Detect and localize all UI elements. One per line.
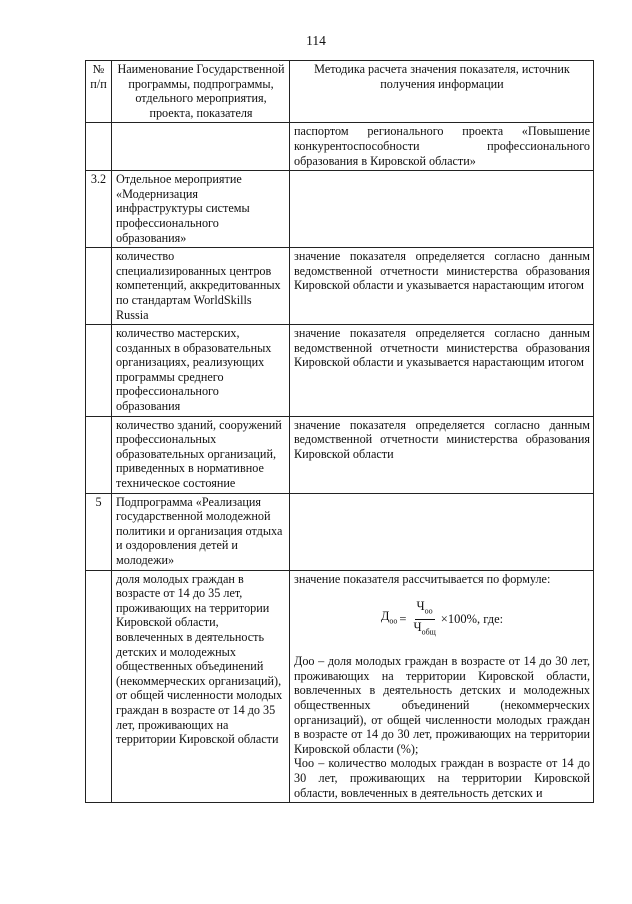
row-name: Подпрограмма «Реализация государственной молодежной политики и организация отдыха и оздоровления детей и молодежи» (112, 493, 290, 570)
header-name: Наименование Государственной программы, подпрограммы, отдельного мероприятия, проекта, показателя (112, 61, 290, 123)
definition-doo: Доо – доля молодых граждан в возрасте от 14 до 30 лет, проживающих на территории Кировской области, вовлеченных в деятельность детских и молодежных общественных объединений (некоммерческих организаций), от общей численности молодых граждан в возрасте от 14 до 30 лет, проживающих на территории Кировской области (%); (294, 654, 590, 756)
definition-choo: Чоо – количество молодых граждан в возрасте от 14 до 30 лет, проживающих на территории Кировской области, вовлеченных в деятельность детских и (294, 756, 590, 800)
formula-numerator: $Ч_{оо}$ (415, 600, 435, 620)
table-row (86, 171, 594, 248)
row-number (86, 123, 112, 171)
method-intro: значение показателя рассчитывается по формуле: (294, 571, 551, 586)
table-row (86, 570, 594, 803)
header-number: № п/п (86, 61, 112, 123)
row-name: количество специализированных центров компетенций, аккредитованных по стандартам WorldSkills Russia (112, 248, 290, 325)
formula-equals: = (399, 611, 407, 626)
row-method: значение показателя определяется согласно данным ведомственной отчетности министерства образования Кировской области (290, 416, 594, 493)
row-name: доля молодых граждан в возрасте от 14 до 35 лет, проживающих на территории Кировской области, вовлеченных в деятельность детских и молодежных общественных объединений (некоммерческих организаций), от общей численности молодых граждан в возрасте от 14 до 35 лет, проживающих на территории Кировской области (112, 570, 290, 803)
page-number: 114 (306, 33, 326, 48)
row-number (86, 325, 112, 417)
row-number (86, 248, 112, 325)
header-method: Методика расчета значения показателя, источник получения информации (290, 61, 594, 123)
table-row (86, 493, 594, 570)
row-number (86, 570, 112, 803)
table-row (86, 123, 594, 171)
row-method: значение показателя определяется согласно данным ведомственной отчетности министерства образования Кировской области и указывается нарастающим итогом (290, 248, 594, 325)
row-number (86, 416, 112, 493)
formula (294, 600, 590, 638)
table-row (86, 416, 594, 493)
row-name: количество мастерских, созданных в образовательных организациях, реализующих программы среднего профессионального образования (112, 325, 290, 417)
formula-tail: ×100%, где: (440, 611, 504, 626)
row-method (290, 493, 594, 570)
indicators-table (85, 60, 594, 803)
row-method: значение показателя определяется согласно данным ведомственной отчетности министерства образования Кировской области и указывается нарастающим итогом (290, 325, 594, 417)
row-method: паспортом регионального проекта «Повышение конкурентоспособности профессионального образования в Кировской области» (290, 123, 594, 171)
table-row (86, 248, 594, 325)
row-method (290, 171, 594, 248)
row-name: количество зданий, сооружений профессиональных образовательных организаций, приведенных в нормативное техническое состояние (112, 416, 290, 493)
row-method (290, 570, 594, 803)
row-number: 5 (86, 493, 112, 570)
row-name: Отдельное мероприятие «Модернизация инфраструктуры системы профессионального образования» (112, 171, 290, 248)
formula-lhs: $Д_{оо}$ (380, 609, 398, 626)
table-header-row (86, 61, 594, 123)
formula-fraction (411, 600, 437, 638)
row-name (112, 123, 290, 171)
table-row (86, 325, 594, 417)
formula-denominator: $Ч_{общ}$ (413, 619, 436, 637)
row-number: 3.2 (86, 171, 112, 248)
